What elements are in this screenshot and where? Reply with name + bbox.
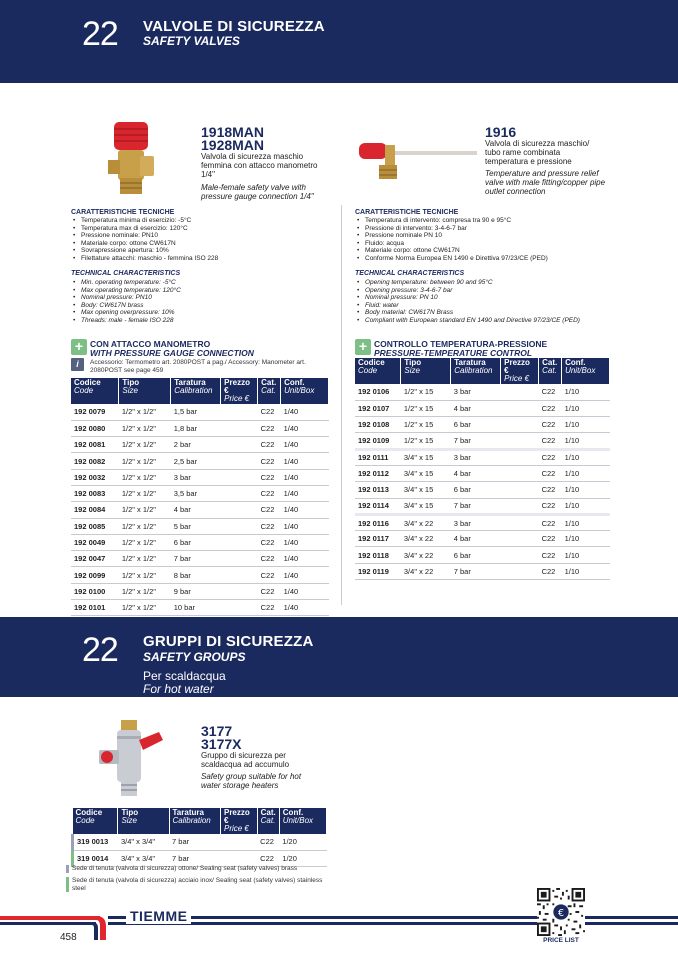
col-size: Tipo Size: [401, 358, 451, 384]
cell-calibration: 7 bar: [171, 551, 221, 567]
table-row: [71, 583, 329, 599]
spec-item: • Opening temperature: between 90 and 95°C: [355, 279, 580, 287]
accessory-title: CON ATTACCO MANOMETRO WITH PRESSURE GAUGE CONNECTION: [90, 339, 254, 358]
cell-price: [501, 547, 539, 563]
section2-sub-it: Per scaldacqua: [143, 669, 226, 683]
cell-calibration: 7 bar: [451, 563, 501, 579]
table-row: [355, 547, 610, 563]
product-code-3177x: 3177X: [201, 736, 242, 752]
cell-size: 3/4" x 22: [401, 531, 451, 547]
cell-calibration: 2 bar: [171, 437, 221, 453]
col-calibration: Taratura Calibration: [169, 808, 220, 834]
info-icon: i: [71, 358, 84, 371]
cell-calibration: 6 bar: [451, 417, 501, 433]
cell-cat: C22: [258, 469, 281, 485]
cell-code: 319 0013: [73, 834, 118, 850]
cell-calibration: 3 bar: [451, 384, 501, 400]
cell-cat: C22: [539, 465, 562, 481]
section-number: 22: [82, 15, 118, 53]
section-title-it: VALVOLE DI SICUREZZA: [143, 18, 325, 35]
spec-item: • Materiale corpo: ottone CW617N: [71, 240, 218, 248]
cell-price: [501, 498, 539, 514]
cell-size: 1/2" x 1/2": [119, 518, 171, 534]
cell-size: 1/2" x 1/2": [119, 567, 171, 583]
cell-size: 3/4" x 15: [401, 498, 451, 514]
section2-number: 22: [82, 631, 118, 669]
cell-calibration: 4 bar: [171, 502, 221, 518]
cell-calibration: 7 bar: [169, 834, 220, 850]
cell-cat: C22: [258, 502, 281, 518]
temp-pressure-valve-image: [355, 135, 480, 185]
cell-price: [221, 600, 258, 616]
col-price: Prezzo € Price €: [221, 378, 258, 404]
cell-price: [221, 583, 258, 599]
product-desc-it-3177: Gruppo di sicurezza per scaldacqua ad accumulo: [201, 751, 290, 769]
cell-code: 192 0112: [355, 465, 401, 481]
cell-conf: 1/10: [562, 498, 610, 514]
cell-size: 1/2" x 15: [401, 384, 451, 400]
cell-code: 192 0100: [71, 583, 119, 599]
spec-item: • Nominal pressure: PN10: [71, 294, 181, 302]
section2-title-it: GRUPPI DI SICUREZZA: [143, 633, 314, 650]
col-price: Prezzo € Price €: [501, 358, 539, 384]
cell-code: 192 0116: [355, 514, 401, 530]
spec-item: • Body material: CW617N Brass: [355, 309, 580, 317]
cell-code: 192 0101: [71, 600, 119, 616]
cell-price: [501, 563, 539, 579]
cell-cat: C22: [539, 547, 562, 563]
cell-price: [221, 404, 258, 420]
table-row: [355, 531, 610, 547]
cell-cat: C22: [258, 534, 281, 550]
cell-cat: C22: [257, 850, 279, 866]
spec-item: • Max operating temperature: 120°C: [71, 287, 181, 295]
qr-label: PRICE LIST: [543, 937, 579, 944]
page-number: 458: [60, 932, 77, 943]
cell-calibration: 3 bar: [171, 469, 221, 485]
cell-size: 1/2" x 1/2": [119, 404, 171, 420]
product-code-3177: 3177: [201, 723, 233, 739]
cell-code: 192 0109: [355, 433, 401, 449]
accessory-note: Accessorio: Termometro art. 2080POST a pag./ Accessory: Manometer art. 2080POST see page 459: [90, 359, 306, 374]
price-table-left: [71, 378, 329, 616]
cell-cat: C22: [539, 417, 562, 433]
spec-item: • Threads: male - female ISO 228: [71, 317, 181, 325]
cell-cat: C22: [258, 420, 281, 436]
col-price: Prezzo € Price €: [220, 808, 257, 834]
section2-sub-en: For hot water: [143, 682, 214, 696]
cell-size: 3/4" x 15: [401, 449, 451, 465]
cell-size: 1/2" x 15: [401, 417, 451, 433]
cell-size: 1/2" x 1/2": [119, 534, 171, 550]
cell-cat: C22: [539, 563, 562, 579]
cell-code: 192 0114: [355, 498, 401, 514]
spec-list-en: [71, 279, 181, 325]
cell-conf: 1/40: [281, 420, 329, 436]
table-row: [355, 449, 610, 465]
col-conf: Conf. Unit/Box: [281, 378, 329, 404]
cell-calibration: 4 bar: [451, 400, 501, 416]
note-brass: Sede di tenuta (valvola di sicurezza) ottone/ Sealing seat (safety valves) brass: [66, 865, 326, 873]
cell-size: 3/4" x 22: [401, 563, 451, 579]
cell-cat: C22: [258, 518, 281, 534]
cell-price: [220, 834, 257, 850]
cell-conf: 1/10: [562, 482, 610, 498]
cell-conf: 1/20: [279, 850, 326, 866]
product-desc-en-3177: Safety group suitable for hot water storage heaters: [201, 772, 302, 790]
cell-conf: 1/10: [562, 449, 610, 465]
cell-calibration: 9 bar: [171, 583, 221, 599]
table-row: [71, 485, 329, 501]
cell-calibration: 1,5 bar: [171, 404, 221, 420]
cell-code: 192 0049: [71, 534, 119, 550]
table-row: [71, 502, 329, 518]
cell-cat: C22: [539, 400, 562, 416]
cell-cat: C22: [258, 404, 281, 420]
cell-cat: C22: [539, 482, 562, 498]
cell-conf: 1/40: [281, 502, 329, 518]
table-row: [71, 551, 329, 567]
table-row: [355, 384, 610, 400]
price-table-group: [71, 808, 327, 867]
cell-price: [221, 485, 258, 501]
cell-code: 192 0084: [71, 502, 119, 518]
safety-group-image: [95, 718, 165, 800]
cell-code: 192 0047: [71, 551, 119, 567]
cell-price: [221, 551, 258, 567]
cell-conf: 1/40: [281, 453, 329, 469]
col-code: Codice Code: [355, 358, 401, 384]
control-title: CONTROLLO TEMPERATURA-PRESSIONE PRESSURE-TEMPERATURE CONTROL: [374, 339, 548, 358]
note-stainless: Sede di tenuta (valvola di sicurezza) acciaio inox/ Sealing seat (safety valves) stainless steel: [66, 877, 326, 892]
spec-item: • Body: CW617N brass: [71, 302, 181, 310]
brand-logo: TIEMME: [126, 908, 191, 924]
cell-conf: 1/10: [562, 400, 610, 416]
spec-item: • Pressione di intervento: 3-4-6-7 bar: [355, 225, 548, 233]
spec-item: • Opening pressure: 3-4-6-7 bar: [355, 287, 580, 295]
cell-size: 1/2" x 1/2": [119, 437, 171, 453]
cell-price: [501, 482, 539, 498]
cell-calibration: 4 bar: [451, 531, 501, 547]
cell-calibration: 7 bar: [451, 498, 501, 514]
cell-code: 192 0032: [71, 469, 119, 485]
cell-conf: 1/20: [279, 834, 326, 850]
cell-conf: 1/10: [562, 384, 610, 400]
cell-cat: C22: [258, 437, 281, 453]
spec-list-it: [71, 217, 218, 263]
svg-text:€: €: [557, 908, 565, 920]
cell-size: 1/2" x 1/2": [119, 420, 171, 436]
table-row: [355, 498, 610, 514]
cell-cat: C22: [539, 514, 562, 530]
column-divider: [341, 205, 342, 605]
cell-price: [221, 502, 258, 518]
cell-size: 3/4" x 3/4": [118, 834, 169, 850]
cell-calibration: 2,5 bar: [171, 453, 221, 469]
spec-item: • Fluido: acqua: [355, 240, 548, 248]
cell-calibration: 6 bar: [451, 482, 501, 498]
cell-conf: 1/10: [562, 417, 610, 433]
col-code: Codice Code: [73, 808, 118, 834]
cell-cat: C22: [258, 600, 281, 616]
table-row: [355, 433, 610, 449]
cell-conf: 1/40: [281, 551, 329, 567]
cell-price: [501, 514, 539, 530]
cell-code: 192 0083: [71, 485, 119, 501]
cell-conf: 1/10: [562, 514, 610, 530]
spec-item: • Conforme Norma Europea EN 1490 e Direttiva 97/23/CE (PED): [355, 255, 548, 263]
cell-code: 192 0119: [355, 563, 401, 579]
spec-item: • Fluid: water: [355, 302, 580, 310]
cell-code: 192 0106: [355, 384, 401, 400]
table-row: [71, 600, 329, 616]
safety-valve-image: [100, 120, 170, 198]
qr-code-icon[interactable]: [537, 888, 585, 936]
cell-calibration: 7 bar: [451, 433, 501, 449]
cell-size: 1/2" x 15: [401, 400, 451, 416]
cell-price: [221, 469, 258, 485]
cell-price: [501, 531, 539, 547]
cell-cat: C22: [539, 433, 562, 449]
cell-code: 192 0117: [355, 531, 401, 547]
cell-size: 3/4" x 22: [401, 514, 451, 530]
spec-title-en-1916: TECHNICAL CHARACTERISTICS: [355, 270, 465, 277]
cell-calibration: 10 bar: [171, 600, 221, 616]
cell-calibration: 4 bar: [451, 465, 501, 481]
cell-calibration: 3 bar: [451, 449, 501, 465]
cell-cat: C22: [257, 834, 279, 850]
table-row: [355, 417, 610, 433]
cell-price: [501, 465, 539, 481]
spec-item: • Nominal pressure: PN 10: [355, 294, 580, 302]
cell-code: 192 0107: [355, 400, 401, 416]
col-calibration: Taratura Calibration: [171, 378, 221, 404]
table-row: [355, 563, 610, 579]
cell-size: 1/2" x 1/2": [119, 453, 171, 469]
cell-size: 1/2" x 1/2": [119, 469, 171, 485]
cell-calibration: 6 bar: [451, 547, 501, 563]
cell-size: 3/4" x 3/4": [118, 850, 169, 866]
cell-calibration: 3 bar: [451, 514, 501, 530]
product-code-1916: 1916: [485, 124, 517, 140]
header-band: [0, 0, 678, 83]
cell-conf: 1/10: [562, 563, 610, 579]
col-calibration: Taratura Calibration: [451, 358, 501, 384]
cell-cat: C22: [258, 485, 281, 501]
cell-price: [501, 433, 539, 449]
table-row: [71, 469, 329, 485]
cell-conf: 1/40: [281, 567, 329, 583]
section2-band: [0, 617, 678, 697]
table-row: [355, 514, 610, 530]
cell-code: 192 0113: [355, 482, 401, 498]
cell-calibration: 1,8 bar: [171, 420, 221, 436]
spec-item: • Min. operating temperature: -5°C: [71, 279, 181, 287]
cell-cat: C22: [258, 567, 281, 583]
cell-cat: C22: [539, 449, 562, 465]
cell-size: 3/4" x 15: [401, 465, 451, 481]
cell-conf: 1/40: [281, 485, 329, 501]
cell-price: [221, 420, 258, 436]
cell-conf: 1/40: [281, 518, 329, 534]
cell-cat: C22: [539, 384, 562, 400]
product-code-1918man: 1918MAN: [201, 124, 265, 140]
col-cat: Cat. Cat.: [258, 378, 281, 404]
cell-price: [501, 400, 539, 416]
table-row: [355, 465, 610, 481]
cell-price: [221, 453, 258, 469]
cell-code: 192 0085: [71, 518, 119, 534]
plus-icon: [71, 339, 87, 355]
product-desc-en: Male-female safety valve with pressure gauge connection 1/4": [201, 183, 314, 201]
spec-title-en: TECHNICAL CHARACTERISTICS: [71, 270, 181, 277]
spec-item: • Materiale corpo: ottone CW617N: [355, 247, 548, 255]
cell-code: 192 0080: [71, 420, 119, 436]
table-row: [355, 482, 610, 498]
product-code-1928man: 1928MAN: [201, 137, 265, 153]
spec-item: • Sovrapressione apertura: 10%: [71, 247, 218, 255]
cell-code: 192 0118: [355, 547, 401, 563]
cell-price: [221, 518, 258, 534]
cell-price: [221, 437, 258, 453]
cell-code: 192 0081: [71, 437, 119, 453]
cell-size: 1/2" x 1/2": [119, 502, 171, 518]
cell-calibration: 8 bar: [171, 567, 221, 583]
col-conf: Conf. Unit/Box: [279, 808, 326, 834]
cell-calibration: 5 bar: [171, 518, 221, 534]
col-size: Tipo Size: [118, 808, 169, 834]
table-row: [71, 404, 329, 420]
cell-size: 1/2" x 1/2": [119, 485, 171, 501]
cell-conf: 1/40: [281, 404, 329, 420]
cell-code: 192 0079: [71, 404, 119, 420]
cell-conf: 1/40: [281, 469, 329, 485]
spec-item: • Temperatura di intervento: compresa tra 90 e 95°C: [355, 217, 548, 225]
product-desc-it-1916: Valvola di sicurezza maschio/ tubo rame combinata temperatura e pressione: [485, 139, 590, 166]
cell-price: [501, 449, 539, 465]
table-row: [71, 518, 329, 534]
product-desc-it: Valvola di sicurezza maschio femmina con attacco manometro 1/4": [201, 152, 318, 179]
cell-cat: C22: [258, 583, 281, 599]
spec-item: • Filettature attacchi: maschio - femmina ISO 228: [71, 255, 218, 263]
col-size: Tipo Size: [119, 378, 171, 404]
cell-size: 3/4" x 15: [401, 482, 451, 498]
cell-calibration: 7 bar: [169, 850, 220, 866]
cell-size: 1/2" x 1/2": [119, 583, 171, 599]
table-row: [71, 437, 329, 453]
col-code: Codice Code: [71, 378, 119, 404]
table-row: [355, 400, 610, 416]
cell-price: [221, 567, 258, 583]
spec-item: • Max opening overpressure: 10%: [71, 309, 181, 317]
cell-price: [221, 534, 258, 550]
cell-conf: 1/40: [281, 583, 329, 599]
cell-code: 319 0014: [73, 850, 118, 866]
spec-list-en-1916: [355, 279, 580, 325]
spec-list-it-1916: [355, 217, 548, 263]
cell-cat: C22: [258, 551, 281, 567]
price-table-right: [355, 358, 610, 580]
table-row: [71, 420, 329, 436]
cell-calibration: 6 bar: [171, 534, 221, 550]
section2-title-en: SAFETY GROUPS: [143, 650, 246, 664]
cell-conf: 1/10: [562, 547, 610, 563]
cell-price: [501, 417, 539, 433]
spec-title-it: CARATTERISTICHE TECNICHE: [71, 209, 175, 216]
spec-item: • Compliant with European standard EN 1490 and Directive 97/23/CE (PED): [355, 317, 580, 325]
cell-size: 1/2" x 1/2": [119, 551, 171, 567]
cell-price: [501, 384, 539, 400]
cell-code: 192 0111: [355, 449, 401, 465]
product-desc-en-1916: Temperature and pressure relief valve with male fitting/copper pipe outlet connection: [485, 169, 606, 196]
cell-conf: 1/40: [281, 437, 329, 453]
plus-icon: [355, 339, 371, 355]
table-row: [71, 534, 329, 550]
spec-item: • Temperatura minima di esercizio: -5°C: [71, 217, 218, 225]
col-conf: Conf. Unit/Box: [562, 358, 610, 384]
cell-cat: C22: [258, 453, 281, 469]
cell-size: 1/2" x 1/2": [119, 600, 171, 616]
cell-conf: 1/10: [562, 465, 610, 481]
cell-conf: 1/10: [562, 433, 610, 449]
cell-conf: 1/10: [562, 531, 610, 547]
spec-title-it-1916: CARATTERISTICHE TECNICHE: [355, 209, 459, 216]
cell-conf: 1/40: [281, 534, 329, 550]
cell-cat: C22: [539, 498, 562, 514]
cell-cat: C22: [539, 531, 562, 547]
cell-code: 192 0099: [71, 567, 119, 583]
col-cat: Cat. Cat.: [257, 808, 279, 834]
table-row: [73, 834, 327, 850]
section-title-en: SAFETY VALVES: [143, 34, 240, 48]
spec-item: • Pressione nominale: PN10: [71, 232, 218, 240]
table-row: [71, 453, 329, 469]
table-row: [71, 567, 329, 583]
cell-size: 1/2" x 15: [401, 433, 451, 449]
cell-calibration: 3,5 bar: [171, 485, 221, 501]
cell-conf: 1/40: [281, 600, 329, 616]
spec-item: • Temperatura max di esercizio: 120°C: [71, 225, 218, 233]
spec-item: • Pressione nominale PN 10: [355, 232, 548, 240]
cell-code: 192 0082: [71, 453, 119, 469]
cell-code: 192 0108: [355, 417, 401, 433]
col-cat: Cat. Cat.: [539, 358, 562, 384]
cell-size: 3/4" x 22: [401, 547, 451, 563]
